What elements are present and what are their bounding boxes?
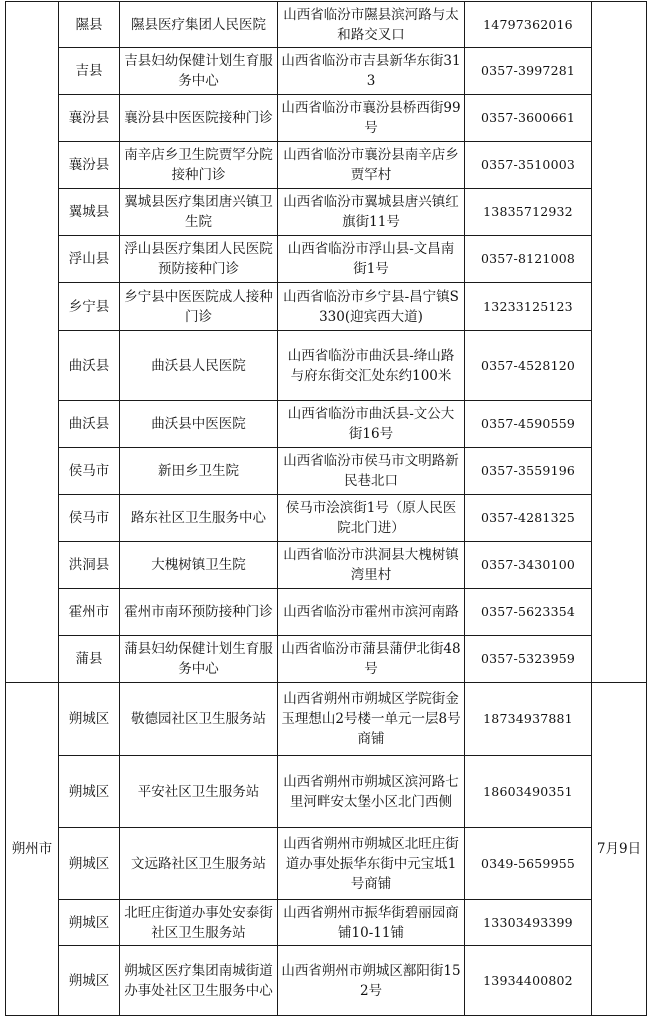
- table-row: [6, 542, 647, 589]
- table-row: [6, 48, 647, 95]
- address-cell: 侯马市浍滨街1号（原人民医院北门进）: [278, 495, 465, 542]
- county-cell: 霍州市: [59, 589, 120, 636]
- table-row: [6, 683, 647, 756]
- table-row: [6, 189, 647, 236]
- site-name-cell: 隰县医疗集团人民医院: [120, 2, 278, 48]
- address-cell: 山西省临汾市吉县新华东街313: [278, 48, 465, 95]
- table-row: [6, 2, 647, 48]
- site-name-cell: 吉县妇幼保健计划生育服务中心: [120, 48, 278, 95]
- phone-cell: 0357-8121008: [465, 236, 592, 283]
- address-cell: 山西省临汾市襄汾县南辛店乡贾罕村: [278, 142, 465, 189]
- site-name-cell: 路东社区卫生服务中心: [120, 495, 278, 542]
- county-cell: 乡宁县: [59, 283, 120, 331]
- county-cell: 朔城区: [59, 900, 120, 946]
- address-cell: 山西省朔州市朔城区学院街金玉理想山2号楼一单元一层8号商铺: [278, 683, 465, 756]
- vaccination-sites-table: [5, 1, 647, 1016]
- address-cell: 山西省朔州市朔城区鄯阳街152号: [278, 946, 465, 1016]
- address-cell: 山西省临汾市蒲县蒲伊北街48号: [278, 636, 465, 683]
- county-cell: 朔城区: [59, 756, 120, 828]
- table-row: [6, 331, 647, 401]
- site-name-cell: 新田乡卫生院: [120, 448, 278, 495]
- site-name-cell: 浮山县医疗集团人民医院预防接种门诊: [120, 236, 278, 283]
- county-cell: 蒲县: [59, 636, 120, 683]
- date-cell: 7月9日: [592, 683, 647, 1016]
- date-cell: [592, 2, 647, 683]
- address-cell: 山西省临汾市浮山县-文昌南街1号: [278, 236, 465, 283]
- address-cell: 山西省临汾市洪洞县大槐树镇湾里村: [278, 542, 465, 589]
- county-cell: 侯马市: [59, 448, 120, 495]
- phone-cell: 0357-3510003: [465, 142, 592, 189]
- site-name-cell: 大槐树镇卫生院: [120, 542, 278, 589]
- county-cell: 洪洞县: [59, 542, 120, 589]
- phone-cell: 0357-5623354: [465, 589, 592, 636]
- county-cell: 曲沃县: [59, 331, 120, 401]
- phone-cell: 18734937881: [465, 683, 592, 756]
- site-name-cell: 霍州市南环预防接种门诊: [120, 589, 278, 636]
- address-cell: 山西省临汾市侯马市文明路新民巷北口: [278, 448, 465, 495]
- address-cell: 山西省临汾市曲沃县-绛山路与府东街交汇处东约100米: [278, 331, 465, 401]
- site-name-cell: 朔城区医疗集团南城街道办事处社区卫生服务中心: [120, 946, 278, 1016]
- phone-cell: 0357-5323959: [465, 636, 592, 683]
- county-cell: 侯马市: [59, 495, 120, 542]
- phone-cell: 0357-4590559: [465, 401, 592, 448]
- table-row: [6, 401, 647, 448]
- address-cell: 山西省临汾市乡宁县-昌宁镇S330(迎宾西大道): [278, 283, 465, 331]
- county-cell: 浮山县: [59, 236, 120, 283]
- table-row: [6, 448, 647, 495]
- county-cell: 襄汾县: [59, 95, 120, 142]
- county-cell: 翼城县: [59, 189, 120, 236]
- table-row: [6, 828, 647, 900]
- site-name-cell: 蒲县妇幼保健计划生育服务中心: [120, 636, 278, 683]
- county-cell: 朔城区: [59, 828, 120, 900]
- address-cell: 山西省临汾市霍州市滨河南路: [278, 589, 465, 636]
- phone-cell: 0357-3430100: [465, 542, 592, 589]
- county-cell: 曲沃县: [59, 401, 120, 448]
- site-name-cell: 曲沃县人民医院: [120, 331, 278, 401]
- address-cell: 山西省临汾市翼城县唐兴镇红旗街11号: [278, 189, 465, 236]
- site-name-cell: 曲沃县中医医院: [120, 401, 278, 448]
- address-cell: 山西省临汾市隰县滨河路与太和路交叉口: [278, 2, 465, 48]
- site-name-cell: 襄汾县中医医院接种门诊: [120, 95, 278, 142]
- phone-cell: 0357-4528120: [465, 331, 592, 401]
- phone-cell: 0357-3559196: [465, 448, 592, 495]
- site-name-cell: 平安社区卫生服务站: [120, 756, 278, 828]
- county-cell: 朔城区: [59, 946, 120, 1016]
- table-row: [6, 589, 647, 636]
- address-cell: 山西省朔州市朔城区滨河路七里河畔安太堡小区北门西侧: [278, 756, 465, 828]
- table-row: [6, 900, 647, 946]
- table-row: [6, 142, 647, 189]
- phone-cell: 0357-4281325: [465, 495, 592, 542]
- address-cell: 山西省临汾市曲沃县-文公大街16号: [278, 401, 465, 448]
- phone-cell: 0357-3997281: [465, 48, 592, 95]
- site-name-cell: 南辛店乡卫生院贾罕分院接种门诊: [120, 142, 278, 189]
- county-cell: 隰县: [59, 2, 120, 48]
- site-name-cell: 敬德园社区卫生服务站: [120, 683, 278, 756]
- table-row: [6, 636, 647, 683]
- table-row: [6, 283, 647, 331]
- phone-cell: 13934400802: [465, 946, 592, 1016]
- site-name-cell: 北旺庄街道办事处安泰街社区卫生服务站: [120, 900, 278, 946]
- county-cell: 襄汾县: [59, 142, 120, 189]
- phone-cell: 13233125123: [465, 283, 592, 331]
- phone-cell: 0357-3600661: [465, 95, 592, 142]
- city-cell: [6, 2, 59, 683]
- city-cell: 朔州市: [6, 683, 59, 1016]
- phone-cell: 0349-5659955: [465, 828, 592, 900]
- site-name-cell: 翼城县医疗集团唐兴镇卫生院: [120, 189, 278, 236]
- address-cell: 山西省朔州市朔城区北旺庄街道办事处振华东街中元宝坻1号商铺: [278, 828, 465, 900]
- table-row: [6, 756, 647, 828]
- phone-cell: 14797362016: [465, 2, 592, 48]
- table-row: [6, 236, 647, 283]
- address-cell: 山西省临汾市襄汾县桥西街99号: [278, 95, 465, 142]
- address-cell: 山西省朔州市振华街碧丽园商铺10-11铺: [278, 900, 465, 946]
- table-row: [6, 495, 647, 542]
- site-name-cell: 乡宁县中医医院成人接种门诊: [120, 283, 278, 331]
- table-row: [6, 95, 647, 142]
- phone-cell: 13835712932: [465, 189, 592, 236]
- site-name-cell: 文远路社区卫生服务站: [120, 828, 278, 900]
- county-cell: 朔城区: [59, 683, 120, 756]
- phone-cell: 18603490351: [465, 756, 592, 828]
- table-row: [6, 946, 647, 1016]
- county-cell: 吉县: [59, 48, 120, 95]
- phone-cell: 13303493399: [465, 900, 592, 946]
